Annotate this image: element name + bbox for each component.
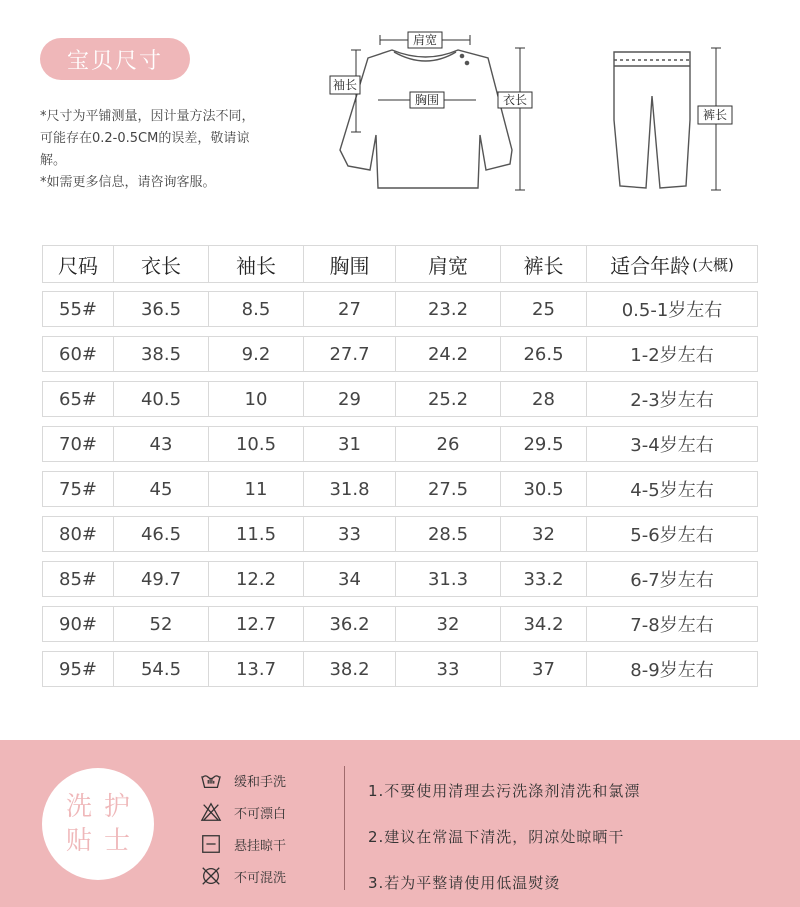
cell-sleeve: 12.7 [208,607,303,641]
cell-sleeve: 10.5 [208,427,303,461]
cell-length: 36.5 [113,292,208,326]
cell-pants: 34.2 [500,607,586,641]
cell-length: 49.7 [113,562,208,596]
cell-age: 6-7岁左右 [586,562,757,596]
table-row [42,606,758,642]
measurement-note: *尺寸为平铺测量，因计量方法不同，可能存在0.2-0.5CM的误差，敬请谅解。 [40,109,255,168]
cell-age: 3-4岁左右 [586,427,757,461]
care-tip-item: 1.不要使用清理去污洗涤剂清洗和氯漂 [368,781,641,800]
cell-pants: 25 [500,292,586,326]
cell-age: 8-9岁左右 [586,652,757,686]
care-divider [344,766,345,890]
header-chest: 胸围 [303,246,395,282]
care-icon-label: 不可漂白 [234,806,287,822]
section-title: 宝贝尺寸 [40,38,190,80]
pants-illustration [614,52,690,188]
cell-shoulder: 33 [395,652,500,686]
hand-wash-icon [200,769,222,791]
cell-shoulder: 23.2 [395,292,500,326]
table-row [42,471,758,507]
cell-size: 80# [59,523,97,545]
length-label: 衣长 [502,93,528,107]
cell-shoulder: 28.5 [395,517,500,551]
care-tips [368,767,640,905]
header-age-label: 适合年龄 [610,253,691,278]
cell-chest: 33 [303,517,395,551]
table-header-row [42,245,758,283]
cell-pants: 33.2 [500,562,586,596]
cell-size: 90# [59,613,97,635]
cell-age: 2-3岁左右 [586,382,757,416]
header-pants: 裤长 [500,246,586,282]
header-age [586,246,757,282]
cell-chest: 38.2 [303,652,395,686]
cell-size: 65# [59,388,97,410]
care-icon-label: 悬挂晾干 [234,838,287,854]
cell-pants: 32 [500,517,586,551]
cell-length: 45 [113,472,208,506]
hang-dry-icon [200,833,222,855]
header-sleeve: 袖长 [208,246,303,282]
cell-sleeve: 11 [208,472,303,506]
cell-pants: 29.5 [500,427,586,461]
care-badge-line1: 洗护 [65,792,142,822]
cell-sleeve: 8.5 [208,292,303,326]
care-badge-line2: 贴士 [65,826,142,856]
care-icon-item [200,796,286,828]
cell-pants: 37 [500,652,586,686]
table-row [42,381,758,417]
care-icon-label: 不可混洗 [234,870,287,886]
cell-sleeve: 12.2 [208,562,303,596]
size-table [42,245,758,696]
cell-chest: 36.2 [303,607,395,641]
cell-pants: 30.5 [500,472,586,506]
cell-length: 52 [113,607,208,641]
shirt-illustration [340,50,512,188]
cell-age: 5-6岁左右 [586,517,757,551]
cell-shoulder: 32 [395,607,500,641]
no-mix-wash-icon [200,865,222,887]
cell-pants: 28 [500,382,586,416]
cell-sleeve: 10 [208,382,303,416]
cell-length: 46.5 [113,517,208,551]
cell-chest: 27.7 [303,337,395,371]
care-tip-item: 2.建议在常温下清洗，阴凉处晾晒干 [368,827,625,846]
cell-shoulder: 25.2 [395,382,500,416]
sleeve-label: 袖长 [332,78,358,92]
header-length: 衣长 [113,246,208,282]
header-size: 尺码 [58,253,98,278]
cell-size: 60# [59,343,97,365]
table-row [42,336,758,372]
shoulder-label: 肩宽 [412,33,438,47]
cell-chest: 29 [303,382,395,416]
cell-shoulder: 31.3 [395,562,500,596]
cell-size: 70# [59,433,97,455]
cell-length: 43 [113,427,208,461]
header-shoulder: 肩宽 [395,246,500,282]
cell-size: 55# [59,298,97,320]
cell-shoulder: 27.5 [395,472,500,506]
cell-age: 1-2岁左右 [586,337,757,371]
care-tip-item: 3.若为平整请使用低温熨烫 [368,873,561,892]
cell-chest: 31.8 [303,472,395,506]
table-row [42,516,758,552]
contact-note: *如需更多信息，请咨询客服。 [40,175,216,190]
care-section [0,740,800,907]
cell-sleeve: 13.7 [208,652,303,686]
care-icon-label: 缓和手洗 [234,774,287,790]
cell-chest: 27 [303,292,395,326]
no-bleach-icon [200,801,222,823]
table-row [42,426,758,462]
cell-size: 85# [59,568,97,590]
cell-sleeve: 9.2 [208,337,303,371]
cell-age: 7-8岁左右 [586,607,757,641]
garment-diagram [0,0,800,230]
cell-length: 54.5 [113,652,208,686]
cell-shoulder: 24.2 [395,337,500,371]
cell-pants: 26.5 [500,337,586,371]
header-age-suffix: (大概) [692,255,734,274]
cell-chest: 31 [303,427,395,461]
care-icon-item [200,764,286,796]
care-badge [42,768,154,880]
care-icon-list [200,764,286,892]
cell-shoulder: 26 [395,427,500,461]
chest-label: 胸围 [414,93,440,107]
cell-length: 40.5 [113,382,208,416]
cell-age: 0.5-1岁左右 [586,292,757,326]
table-row [42,651,758,687]
cell-sleeve: 11.5 [208,517,303,551]
cell-size: 75# [59,478,97,500]
cell-length: 38.5 [113,337,208,371]
pants-length-label: 裤长 [702,108,728,122]
table-row [42,291,758,327]
cell-age: 4-5岁左右 [586,472,757,506]
table-row [42,561,758,597]
cell-chest: 34 [303,562,395,596]
care-icon-item [200,828,286,860]
care-icon-item [200,860,286,892]
cell-size: 95# [59,658,97,680]
